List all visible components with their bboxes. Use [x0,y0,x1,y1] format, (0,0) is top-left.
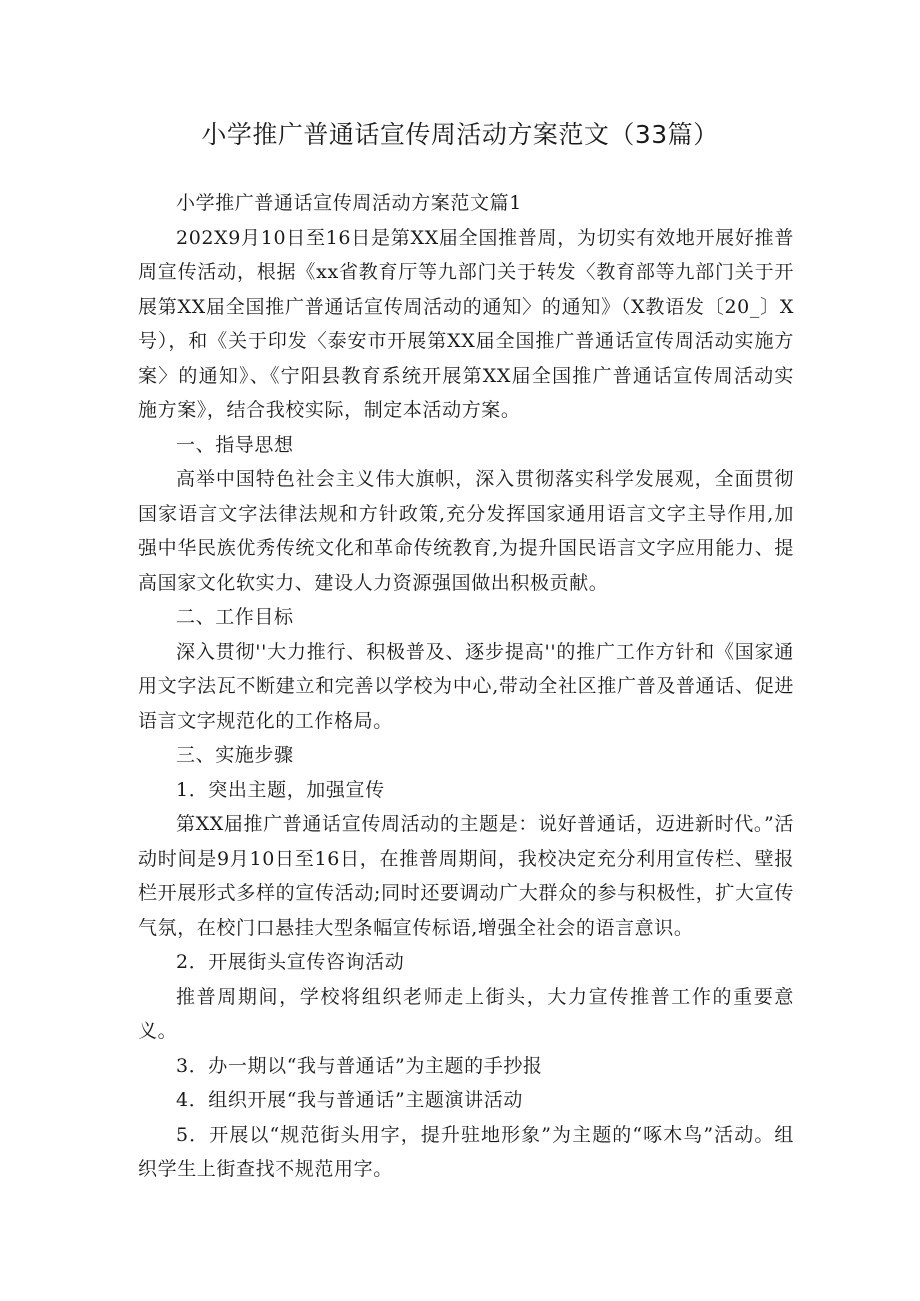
body-paragraph: 深入贯彻''大力推行、积极普及、逐步提高''的推广工作方针和《国家通用文字法瓦不断建立和完善以学校为中心,带动全社区推广普及普通话、促进语言文字规范化的工作格局。 [138,640,794,732]
list-item-heading: 3．办一期以“我与普通话”为主题的手抄报 [176,1054,543,1077]
list-item-heading: 4．组织开展“我与普通话”主题演讲活动 [176,1089,523,1111]
section-heading: 三、实施步骤 [176,744,294,766]
body-paragraph: 第XX届推广普通话宣传周活动的主题是：说好普通话，迈进新时代。”活动时间是9月10日至16日，在推普周期间，我校决定充分利用宣传栏、壁报栏开展形式多样的宣传活动;同时还要调动广大群众的参与积极性，扩大宣传气氛，在校门口悬挂大型条幅宣传标语,增强全社会的语言意识。 [138,813,794,939]
document-body [138,186,794,1187]
list-item-heading: 1．突出主题，加强宣传 [176,778,385,801]
section-heading: 二、工作目标 [176,606,294,628]
body-paragraph: 推普周期间，学校将组织老师走上街头，大力宣传推普工作的重要意义。 [138,985,794,1042]
section-heading: 小学推广普通话宣传周活动方案范文篇1 [176,192,522,214]
document-title: 小学推广普通话宣传周活动方案范文（33篇） [201,120,719,149]
body-paragraph: 高举中国特色社会主义伟大旗帜，深入贯彻落实科学发展观，全面贯彻国家语言文字法律法规和方针政策,充分发挥国家通用语言文字主导作用,加强中华民族优秀传统文化和革命传统教育,为提升国民语言文字应用能力、提高国家文化软实力、建设人力资源强国做出积极贡献。 [138,468,794,594]
section-heading: 一、指导思想 [176,433,294,456]
list-item-heading: 5．开展以“规范街头用字，提升驻地形象”为主题的“啄木鸟”活动。组织学生上街查找不规范用字。 [138,1123,794,1180]
list-item-heading: 2．开展街头宣传咨询活动 [176,951,405,973]
body-paragraph: 202X9月10日至16日是第XX届全国推普周，为切实有效地开展好推普周宣传活动，根据《xx省教育厅等九部门关于转发〈教育部等九部门关于开展第XX届全国推广普通话宣传周活动的通知〉的通知》（X教语发〔20_〕X号），和《关于印发〈泰安市开展第XX届全国推广普通话宣传周活动实施方案〉的通知》、《宁阳县教育系统开展第XX届全国推广普通话宣传周活动实施方案》，结合我校实际，制定本活动方案。 [138,226,794,421]
